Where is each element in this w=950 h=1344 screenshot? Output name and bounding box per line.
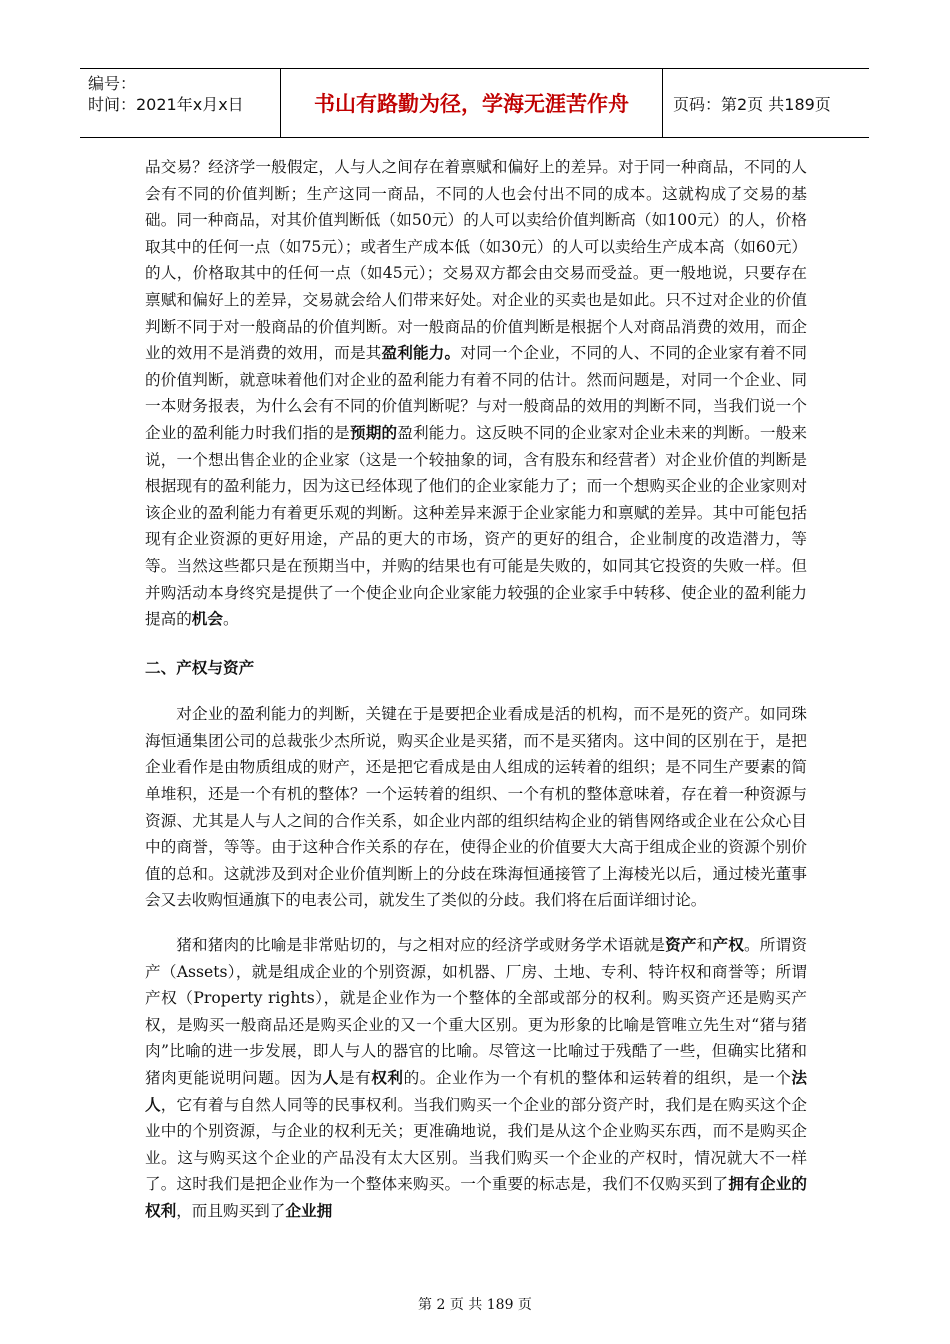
bold-term: 机会	[191, 610, 223, 629]
paragraph-2: 对企业的盈利能力的判断，关键在于是要把企业看成是活的机构，而不是死的资产。如同珠海恒通集团公司的总裁张少杰所说，购买企业是买猪，而不是买猪肉。这中间的区别在于，是把企业看作是由物质组成的财产，还是把它看成是由人组成的运转着的组织；是不同生产要素的简单堆积，还是一个有机的整体？一个运转着的组织、一个有机的整体意味着，存在着一种资源与资源、尤其是人与人之间的合作关系，如企业内部的组织结构企业的销售网络或企业在公众心目中的商誉，等等。由于这种合作关系的存在，使得企业的价值要大大高于组成企业的资源个别价值的总和。这就涉及到对企业价值判断上的分歧在珠海恒通接管了上海棱光以后，通过棱光董事会又去收购恒通旗下的电表公司，就发生了类似的分歧。我们将在后面详细讨论。	[145, 705, 807, 910]
document-number-label: 编号：	[88, 74, 137, 93]
bold-term: 企业拥	[285, 1201, 333, 1220]
text-run: 对同一个企业，不同的人、不同的企业家有着不同的价值判断，就意味着他们对企业的盈利能力有着不同的估计。然而问题是，对同一个企业、同一本财务报表，为什么会有不同的价值判断呢？与对一般商品的效用的判断不同，当我们说一个企业的盈利能力时我们指的是	[145, 344, 807, 442]
text-run: 。所谓资产（Assets），就是组成企业的个别资源，如机器、厂房、土地、专利、特许权和商誉等；所谓产权（Property rights），就是企业作为一个整体的全部或部分的权利。购买资产还是购买产权，是购买一般商品还是购买企业的又一个重大区别。更为形象的比喻是管唯立先生对“猪与猪肉”比喻的进一步发展，即人与人的器官的比喻。尽管这一比喻过于残酷了一些，但确实比猪和猪肉更能说明问题。因为	[145, 936, 807, 1087]
text-run: 猪和猪肉的比喻是非常贴切的，与之相对应的经济学或财务学术语就是	[176, 936, 666, 955]
bold-term: 拥有企业的权利	[145, 1175, 807, 1220]
section-heading: 二、产权与资产	[145, 658, 255, 677]
paragraph-3	[145, 932, 807, 1225]
header-motto: 书山有路勤为径，学海无涯苦作舟	[281, 69, 663, 137]
text-run: ，而且购买到了	[176, 1201, 286, 1220]
bold-term: 法人	[145, 1069, 807, 1114]
text-run: 品交易？经济学一般假定，人与人之间存在着禀赋和偏好上的差异。对于同一种商品，不同的人会有不同的价值判断；生产这同一商品，不同的人也会付出不同的成本。这就构成了交易的基础。同一种商品，对其价值判断低（如50元）的人可以卖给价值判断高（如100元）的人，价格取其中的任何一点（如75元）；或者生产成本低（如30元）的人可以卖给生产成本高（如60元）的人，价格取其中的任何一点（如45元）；交易双方都会由交易而受益。更一般地说，只要存在禀赋和偏好上的差异，交易就会给人们带来好处。对企业的买卖也是如此。只不过对企业的价值判断不同于对一般商品的价值判断。对一般商品的价值判断是根据个人对商品消费的效用，而企业的效用不是消费的效用，而是其	[145, 158, 807, 363]
text-run: 盈利能力。这反映不同的企业家对企业未来的判断。一般来说，一个想出售企业的企业家（这是一个较抽象的词，含有股东和经营者）对企业价值的判断是根据现有的盈利能力，因为这已经体现了他们的企业家能力了；而一个想购买企业的企业家则对该企业的盈利能力有着更乐观的判断。这种差异来源于企业家能力和禀赋的差异。其中可能包括现有企业资源的更好用途，产品的更大的市场，资产的更好的组合，企业制度的改造潜力，等等。当然这些都只是在预期当中，并购的结果也有可能是失败的，如同其它投资的失败一样。但并购活动本身终究是提供了一个使企业向企业家能力较强的企业家手中转移、使企业的盈利能力提高的	[145, 423, 807, 629]
text-run: 和	[696, 936, 713, 955]
document-date-label: 时间：2021年x月x日	[88, 95, 244, 114]
bold-term: 资产	[665, 936, 697, 955]
text-run: 是有	[338, 1069, 372, 1087]
bold-term: 预期的	[349, 423, 398, 442]
bold-term: 盈利能力。	[381, 344, 461, 363]
bold-term: 人	[322, 1069, 339, 1087]
page-header	[80, 68, 869, 138]
header-meta	[80, 69, 281, 137]
text-run: 。	[223, 610, 239, 629]
page-footer: 第 2 页 共 189 页	[418, 1297, 532, 1313]
header-page-info: 页码：第2页 共189页	[673, 94, 831, 114]
bold-term: 权利	[371, 1069, 404, 1087]
text-run: 的。企业作为一个有机的整体和运转着的组织，是一个	[403, 1069, 792, 1087]
text-run: ，它有着与自然人同等的民事权利。当我们购买一个企业的部分资产时，我们是在购买这个企业中的个别资源，与企业的权利无关；更准确地说，我们是从这个企业购买东西，而不是购买企业。这与购买这个企业的产品没有太大区别。当我们购买一个企业的产权时，情况就大不一样了。这时我们是把企业作为一个整体来购买。一个重要的标志是，我们不仅购买到了	[145, 1095, 807, 1194]
paragraph-1	[145, 154, 807, 633]
bold-term: 产权	[712, 936, 745, 955]
document-body	[145, 154, 807, 1225]
